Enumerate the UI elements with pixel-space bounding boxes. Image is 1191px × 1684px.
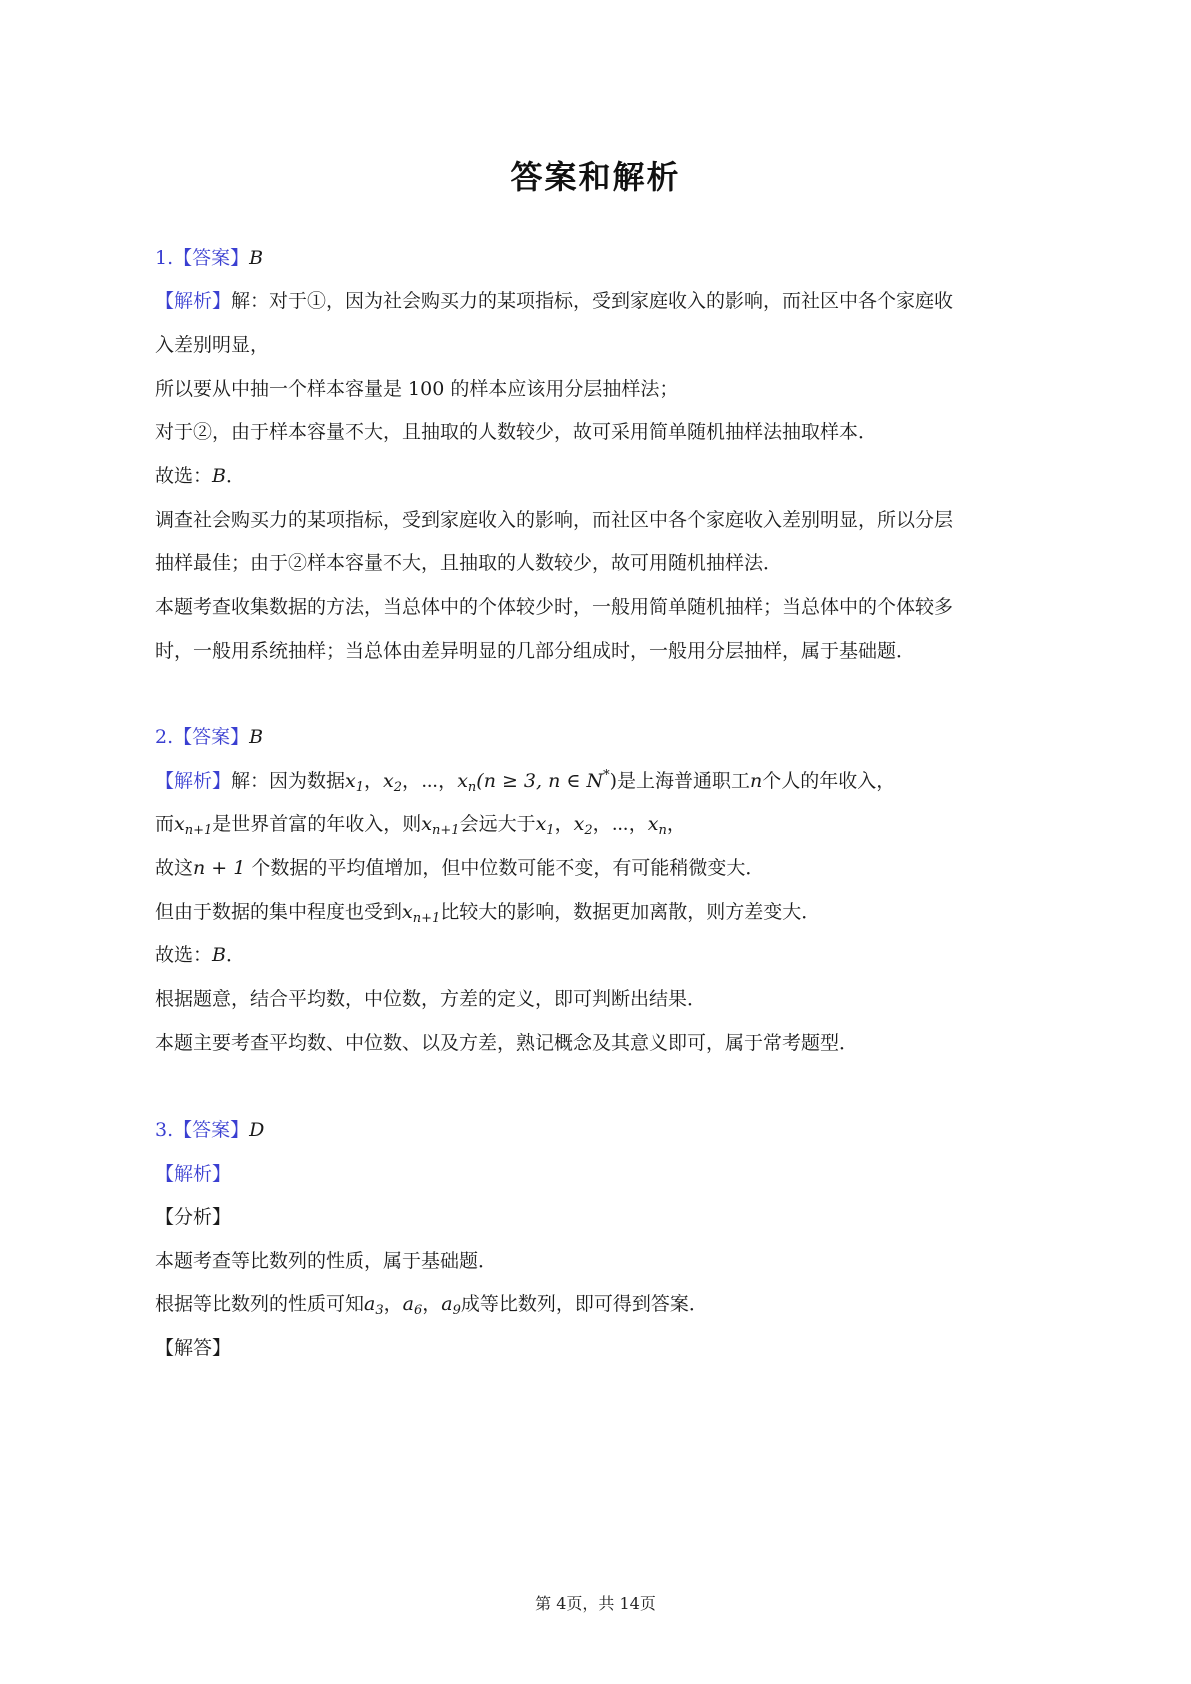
q1-choice: B <box>212 465 226 487</box>
choice-prefix: 故选： <box>155 465 213 487</box>
math-sup: * <box>603 768 610 783</box>
q2-answer-line <box>155 723 263 751</box>
q1-line-3: 所以要从中抽一个样本容量是 100 的样本应该用分层抽样法； <box>155 378 679 400</box>
q2-text: 解：因为数据 <box>231 770 346 792</box>
q1-line-9: 时，一般用系统抽样；当总体由差异明显的几部分组成时，一般用分层抽样，属于基础题． <box>155 640 916 662</box>
math-var: x <box>383 770 394 792</box>
math-var: x <box>457 770 468 792</box>
q2-number: 2. <box>155 726 174 748</box>
q2-text: 个数据的平均值增加，但中位数可能不变，有可能稍微变大． <box>245 857 765 879</box>
math-dots: ⋯ <box>611 813 629 835</box>
q1-answer-line <box>155 244 263 272</box>
q3-answer-line <box>155 1116 264 1144</box>
q2-text: 是上海普通职工 <box>617 770 751 792</box>
math-sep: ， <box>666 813 686 835</box>
q1-line-4: 对于②，由于样本容量不大，且抽取的人数较少，故可采用简单随机抽样法抽取样本． <box>155 421 878 443</box>
q3-analysis-label: 【解析】 <box>155 1163 232 1185</box>
q1-analysis-line-1 <box>155 287 953 315</box>
math-sep: ， <box>438 770 458 792</box>
math-var: n <box>750 770 763 792</box>
math-sep: ， <box>422 1293 442 1315</box>
math-sub: 1 <box>355 780 365 795</box>
q2-text: 而 <box>155 813 175 835</box>
math-var: a <box>441 1293 453 1315</box>
math-sep: ， <box>383 1293 403 1315</box>
period: ． <box>225 944 245 966</box>
math-sep: ， <box>364 770 384 792</box>
q2-text: 但由于数据的集中程度也受到 <box>155 901 403 923</box>
q3-text: 成等比数列，即可得到答案． <box>460 1293 708 1315</box>
math-sub: 2 <box>393 780 403 795</box>
q1-choice-line <box>155 462 245 490</box>
q3-line-2 <box>155 1290 708 1318</box>
math-var: x <box>421 813 433 835</box>
q2-text: 故这 <box>155 857 194 879</box>
q2-line-7: 本题主要考查平均数、中位数、以及方差，熟记概念及其意义即可，属于常考题型． <box>155 1032 859 1054</box>
math-sep: ， <box>592 813 612 835</box>
math-close: ) <box>609 770 618 792</box>
math-sep: ， <box>628 813 648 835</box>
page-footer: 第 4页，共 14页 <box>535 1594 656 1613</box>
q3-line-1: 本题考查等比数列的性质，属于基础题． <box>155 1250 498 1272</box>
math-sub: 2 <box>584 823 593 838</box>
answer-label: 【答案】 <box>173 726 250 748</box>
math-sub: n+1 <box>184 823 213 838</box>
math-sub: 6 <box>413 1303 423 1318</box>
math-var: x <box>573 813 585 835</box>
analysis-label: 【解析】 <box>155 770 232 792</box>
q2-line-3 <box>155 854 764 882</box>
q1-answer: B <box>249 247 264 269</box>
q1-number: 1. <box>155 247 174 269</box>
q3-fenxi-label: 【分析】 <box>155 1206 232 1228</box>
q2-text: 个人的年收入， <box>762 770 896 792</box>
math-var: a <box>402 1293 414 1315</box>
math-var: a <box>364 1293 376 1315</box>
q2-text: 比较大的影响，数据更加离散，则方差变大． <box>440 901 821 923</box>
math-sub: n+1 <box>432 823 460 838</box>
answer-label: 【答案】 <box>173 1119 250 1141</box>
math-sep: ， <box>402 770 422 792</box>
q2-line-6: 根据题意，结合平均数，中位数，方差的定义，即可判断出结果． <box>155 988 707 1010</box>
math-dots: ⋯ <box>421 770 439 792</box>
math-sub: n <box>658 823 667 838</box>
q3-number: 3. <box>155 1119 174 1141</box>
math-var: x <box>345 770 356 792</box>
q2-answer: B <box>249 726 264 748</box>
math-expr: n + 1 <box>193 857 246 879</box>
math-var: x <box>647 813 659 835</box>
q2-line-4 <box>155 898 820 926</box>
math-sub: 3 <box>375 1303 384 1318</box>
choice-prefix: 故选： <box>155 944 213 966</box>
math-sub: 9 <box>452 1303 461 1318</box>
q1-line-6: 调查社会购买力的某项指标，受到家庭收入的影响，而社区中各个家庭收入差别明显，所以分层 <box>155 509 954 531</box>
q1-line-2: 入差别明显， <box>155 334 270 356</box>
page-title: 答案和解析 <box>510 158 681 196</box>
math-condition: (n ≥ 3, n ∈ N <box>476 770 604 792</box>
q1-line-7: 抽样最佳；由于②样本容量不大，且抽取的人数较少，故可用随机抽样法． <box>155 552 783 574</box>
q1-line-8: 本题考查收集数据的方法，当总体中的个体较少时，一般用简单随机抽样；当总体中的个体较多 <box>155 596 954 618</box>
q3-text: 根据等比数列的性质可知 <box>155 1293 365 1315</box>
q2-analysis-line-1 <box>155 767 895 795</box>
q1-text: 解：对于①，因为社会购买力的某项指标，受到家庭收入的影响，而社区中各个家庭收 <box>231 290 954 312</box>
analysis-label: 【解析】 <box>155 290 232 312</box>
math-sep: ， <box>554 813 574 835</box>
q2-line-2 <box>155 810 686 838</box>
math-var: x <box>535 813 547 835</box>
q2-text: 会远大于 <box>459 813 536 835</box>
q3-answer: D <box>249 1119 265 1141</box>
math-sub: n+1 <box>412 911 441 926</box>
math-var: x <box>402 901 413 923</box>
math-sub: 1 <box>546 823 555 838</box>
q3-jieda-label: 【解答】 <box>155 1337 232 1359</box>
period: ． <box>225 465 245 487</box>
q2-choice: B <box>212 944 226 966</box>
q2-text: 是世界首富的年收入，则 <box>212 813 422 835</box>
math-sub: n <box>467 780 477 795</box>
q2-choice-line <box>155 941 245 969</box>
math-var: x <box>174 813 185 835</box>
answer-label: 【答案】 <box>173 247 250 269</box>
